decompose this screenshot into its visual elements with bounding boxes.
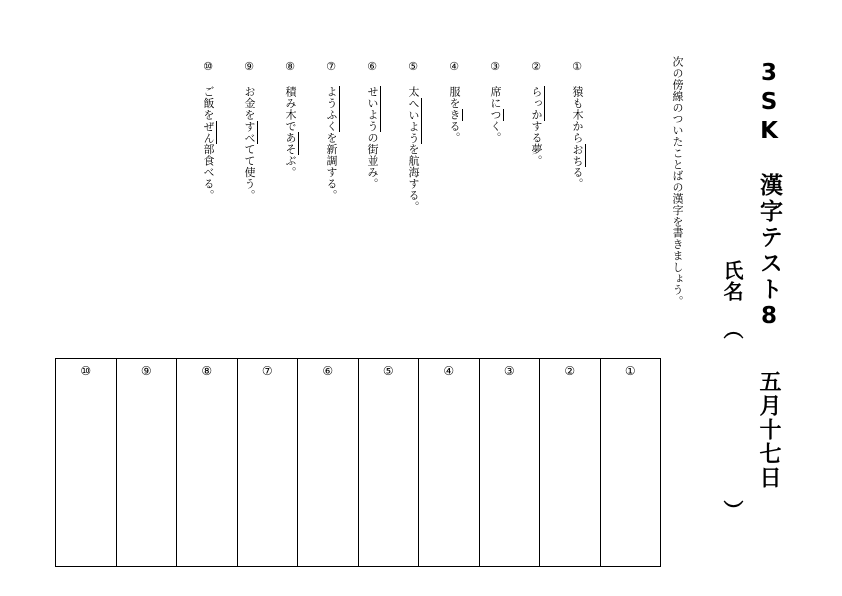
question-number: ② — [531, 60, 541, 73]
answer-cell-number: ② — [564, 364, 576, 378]
question-text-after: る。 — [448, 120, 461, 144]
answer-cell-5[interactable] — [359, 359, 420, 566]
answer-cell-7[interactable] — [238, 359, 299, 566]
question-text-after: の街並み。 — [366, 132, 379, 190]
question-4 — [447, 60, 461, 144]
answer-cell-number: ④ — [443, 364, 455, 378]
question-text-before: 服を — [448, 86, 461, 109]
answer-cell-number: ⑧ — [201, 364, 213, 378]
question-7 — [324, 60, 338, 201]
question-text — [201, 86, 215, 201]
answer-cell-2[interactable] — [540, 359, 601, 566]
question-8 — [283, 60, 297, 178]
question-text — [283, 86, 297, 178]
name-paren-close: ） — [720, 500, 744, 520]
answer-cell-8[interactable] — [177, 359, 238, 566]
answer-cell-number: ⑩ — [80, 364, 92, 378]
question-text — [365, 86, 379, 190]
question-text — [488, 86, 502, 144]
underlined-word: き — [448, 109, 461, 121]
question-text — [570, 86, 584, 190]
question-text-after: く。 — [489, 120, 502, 144]
question-text-after: を航海する。 — [407, 143, 420, 213]
underlined-word: すべ — [243, 120, 256, 144]
question-text-after: てて使う。 — [243, 143, 256, 201]
question-number: ⑧ — [285, 60, 295, 73]
answer-cell-1[interactable] — [601, 359, 661, 566]
underlined-word: へいよう — [407, 97, 420, 144]
answer-cell-number: ⑤ — [382, 364, 394, 378]
answer-cell-number: ③ — [503, 364, 515, 378]
answer-cell-10[interactable] — [56, 359, 117, 566]
answer-cell-4[interactable] — [419, 359, 480, 566]
instructions: 次の傍線のついたことばの漢字を書きましょう。 — [671, 56, 684, 307]
underlined-word: ぜん — [202, 120, 215, 144]
answer-cell-9[interactable] — [117, 359, 178, 566]
test-date: 五月十七日 — [756, 370, 781, 490]
answer-cell-number: ⑦ — [261, 364, 273, 378]
question-text-before: 積み木で — [284, 86, 297, 132]
answer-cell-6[interactable] — [298, 359, 359, 566]
name-label: 氏名 — [720, 260, 744, 302]
question-number: ⑩ — [203, 60, 213, 73]
question-text-before: 席に — [489, 86, 502, 109]
underlined-word: せいよう — [366, 86, 379, 132]
question-text-after: 部食べる。 — [202, 143, 215, 201]
answer-cell-number: ① — [624, 364, 636, 378]
question-number: ⑨ — [244, 60, 254, 73]
question-text-before: お金を — [243, 86, 256, 121]
answer-cell-number: ⑨ — [140, 364, 152, 378]
underlined-word: つ — [489, 109, 502, 121]
question-2 — [529, 60, 543, 167]
question-text-after: を新調する。 — [325, 132, 338, 201]
underlined-word: あそ — [284, 132, 297, 155]
answer-cell-3[interactable] — [480, 359, 541, 566]
question-number: ① — [572, 60, 582, 73]
question-text — [447, 86, 461, 144]
question-text — [406, 86, 420, 213]
question-number: ⑦ — [326, 60, 336, 73]
answer-grid — [55, 358, 661, 567]
name-paren-open: （ — [720, 319, 744, 339]
question-text-before: 太 — [407, 86, 420, 98]
question-1 — [570, 60, 584, 190]
question-text — [529, 86, 543, 167]
question-10 — [201, 60, 215, 201]
question-text-after: する夢。 — [530, 120, 543, 167]
question-number: ③ — [490, 60, 500, 73]
question-text-after: る。 — [571, 166, 584, 190]
question-text-before: 猿も木から — [571, 86, 584, 144]
question-number: ⑤ — [408, 60, 418, 73]
question-number: ⑥ — [367, 60, 377, 73]
answer-cell-number: ⑥ — [322, 364, 334, 378]
question-9 — [242, 60, 256, 201]
test-title: 3SK 漢字テスト8 — [756, 60, 782, 332]
underlined-word: らっか — [530, 86, 543, 121]
question-text-before: ご飯を — [202, 86, 215, 121]
question-text — [324, 86, 338, 201]
question-3 — [488, 60, 502, 144]
underlined-word: ようふく — [325, 86, 338, 132]
underlined-word: おち — [571, 143, 584, 167]
question-number: ④ — [449, 60, 459, 73]
question-6 — [365, 60, 379, 190]
question-text-after: ぶ。 — [284, 155, 297, 178]
question-5 — [406, 60, 420, 213]
question-text — [242, 86, 256, 201]
